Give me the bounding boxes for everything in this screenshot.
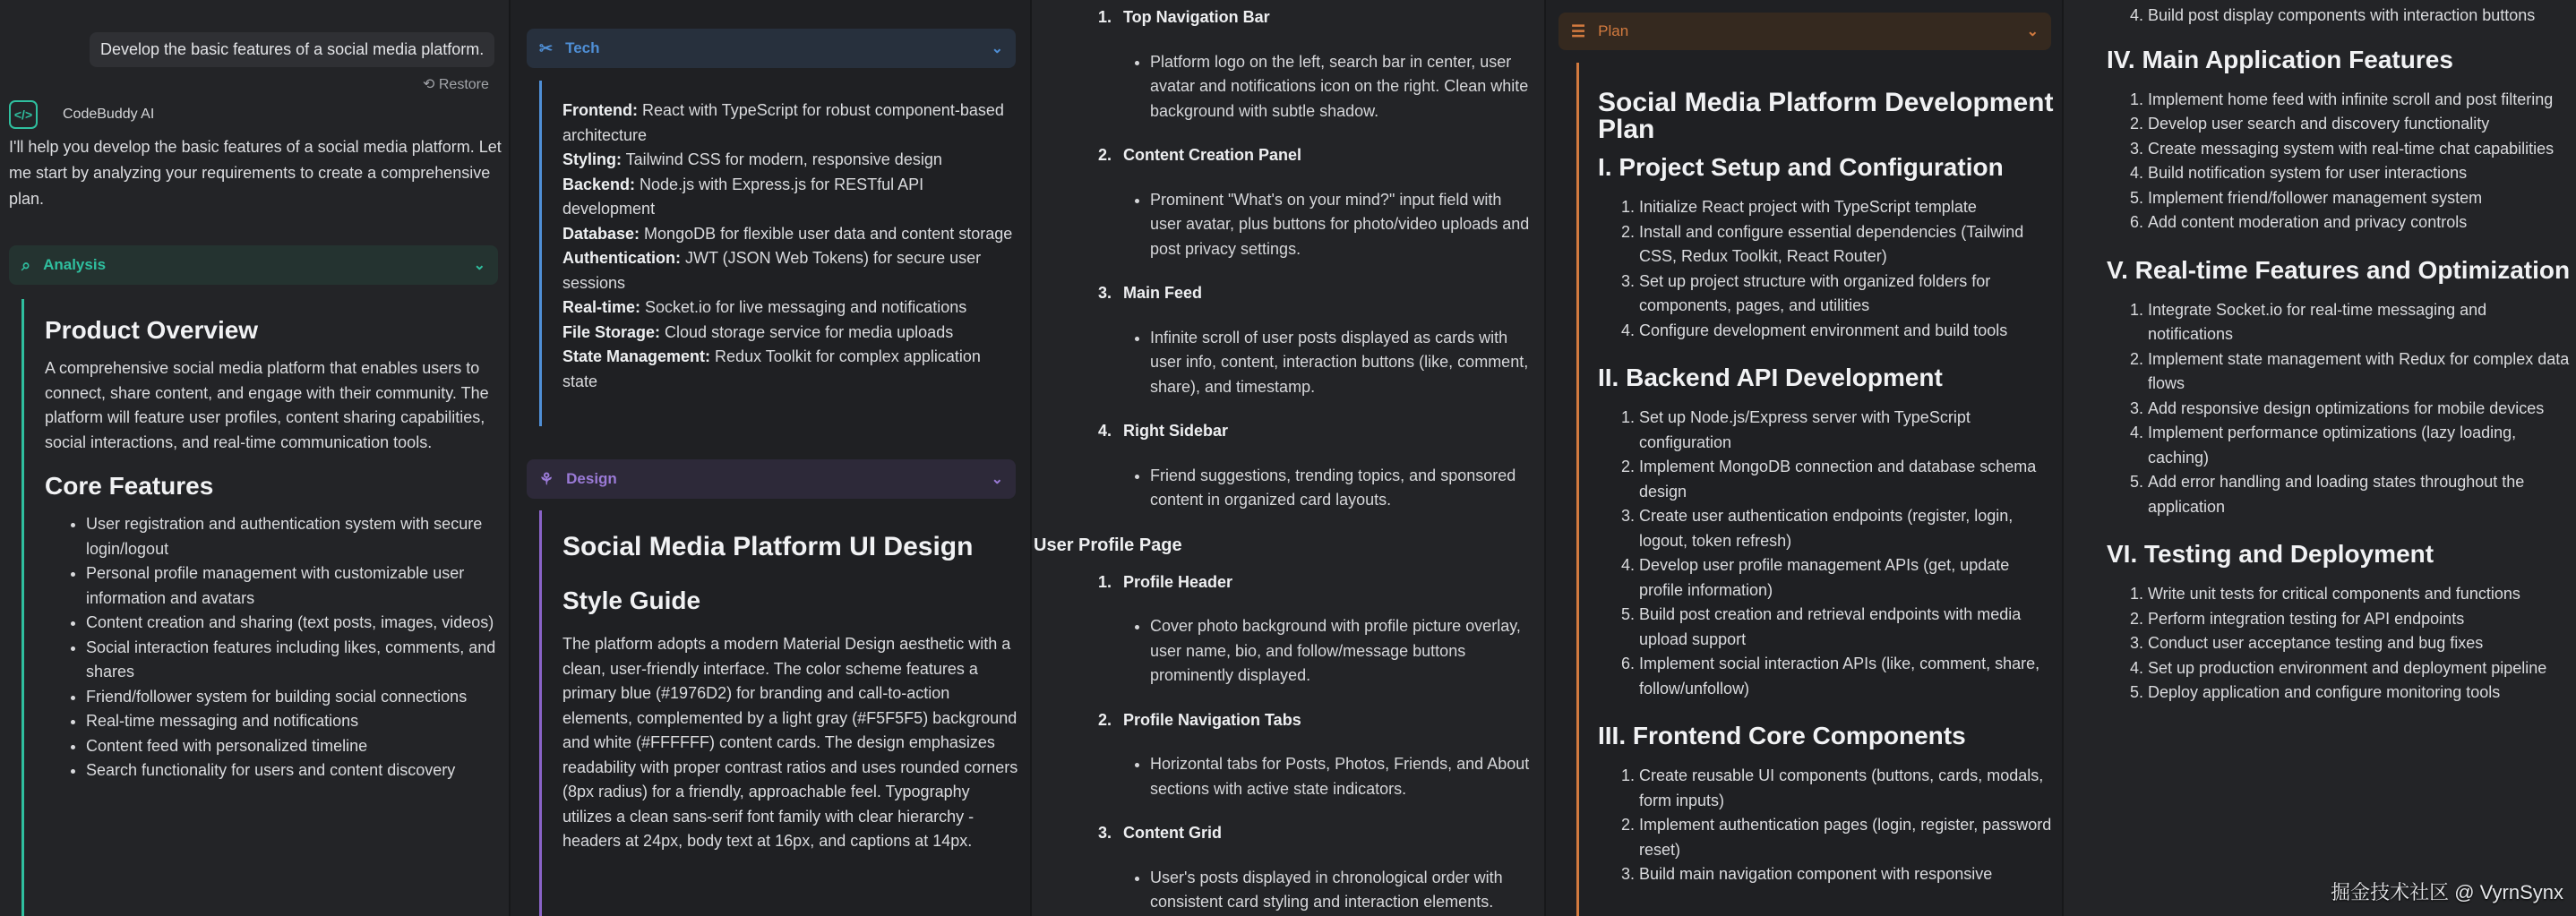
restore-button[interactable] [423,75,489,93]
layout-section [1116,570,1532,689]
list-item: 4. Implement performance optimizations (lazy loading, caching) [2148,421,2576,470]
list-item: 3. Add responsive design optimizations for mobile devices [2148,397,2576,422]
feature-item: • Content feed with personalized timeline [86,734,502,759]
tech-accent-line [539,81,542,426]
layout-section-title: Right Sidebar [1123,422,1229,440]
list-item: 2. Perform integration testing for API endpoints [2148,607,2576,632]
list-item: 1. Implement home feed with infinite scroll and post filtering [2148,88,2576,113]
plan-section-items [1598,764,2055,887]
plan-section-title: V. Real-time Features and Optimization [2107,255,2571,284]
layout-section [1116,143,1532,261]
chat-panel [0,0,511,916]
tech-item-key: Styling: [562,150,622,168]
layout-section [1116,419,1532,513]
tech-item-value: Redux Toolkit for complex application state [562,347,981,390]
layout-section-title: Top Navigation Bar [1123,8,1270,26]
layout-section-desc: • User's posts displayed in chronological order with consistent card styling and interaction elements. [1150,866,1532,915]
list-item: 3. Create user authentication endpoints (register, login, logout, token refresh) [1639,504,2055,553]
list-item: 5. Build post creation and retrieval endpoints with media upload support [1639,603,2055,652]
plan-sections [1598,152,2055,887]
plan-section-title: IV. Main Application Features [2107,45,2453,73]
chevron-down-icon: ⌄ [991,41,1003,56]
plan-continued-content [2107,4,2576,706]
analysis-accent-line [21,299,24,916]
tech-item-key: State Management: [562,347,711,365]
tech-item-value: MongoDB for flexible user data and content storage [640,224,1013,243]
chevron-down-icon: ⌄ [473,258,485,273]
layout-section-desc-list [1123,614,1532,689]
analysis-content [45,308,502,783]
plan-section-items [2107,298,2576,520]
tech-item-key: Authentication: [562,249,681,267]
feature-item: • User registration and authentication system with secure login/logout [86,512,502,561]
codebuddy-logo-icon: </> [9,100,38,129]
plan-accent-line [1576,63,1579,916]
user-message: Develop the basic features of a social media platform. [90,32,494,67]
tech-item-value: Node.js with Express.js for RESTful API development [562,175,924,218]
chevron-down-icon: ⌄ [2026,24,2039,39]
core-features-title: Core Features [45,472,214,500]
tech-item [562,148,1019,173]
plan-continued-panel [2064,0,2576,916]
design-content [562,521,1019,861]
plan-section-title: I. Project Setup and Configuration [1598,153,2004,181]
design-label: Design [566,470,617,487]
tech-item [562,321,1019,346]
layout-section [1116,5,1532,124]
frontend-components-continued [2107,4,2576,29]
plan-section-items [1598,406,2055,701]
list-item: 4. Set up production environment and deployment pipeline [2148,656,2576,681]
design-title: Social Media Platform UI Design [562,532,974,561]
palette-icon: ⚘ [539,469,554,488]
feature-item: • Personal profile management with customizable user information and avatars [86,561,502,611]
plan-section-title: VI. Testing and Deployment [2107,540,2434,568]
tech-item [562,246,1019,295]
core-features-list [45,512,502,783]
list-item: 2. Implement state management with Redux for complex data flows [2148,347,2576,397]
list-item: 1. Create reusable UI components (buttons, cards, modals, form inputs) [1639,764,2055,813]
tech-label: Tech [565,39,600,56]
list-item: 3. Conduct user acceptance testing and bug fixes [2148,631,2576,656]
watermark: 掘金技术社区 @ VyrnSynx [2331,881,2563,903]
feature-item: • Real-time messaging and notifications [86,709,502,734]
list-item: 5. Add error handling and loading states throughout the application [2148,470,2576,519]
tech-item [562,295,1019,321]
layout-section-desc-list [1123,752,1532,801]
list-item: 1. Write unit tests for critical components and functions [2148,582,2576,607]
layout-section-title: Main Feed [1123,284,1203,302]
layout-section [1116,281,1532,399]
list-item: 5. Deploy application and configure monitoring tools [2148,681,2576,706]
tech-item-value: React with TypeScript for robust component-based architecture [562,101,1004,144]
design-accent-line [539,510,542,916]
design-continued-panel [1032,0,1546,916]
layout-section-desc: • Platform logo on the left, search bar in center, user avatar and notifications icon on the right. Clean white background with subtle shadow. [1150,50,1532,124]
profile-sections-list [1075,570,1532,915]
tech-list [562,98,1019,394]
search-icon: ⌕ [21,255,31,274]
tech-item-value: JWT (JSON Web Tokens) for secure user sessions [562,249,982,292]
design-layout-content [1034,5,1532,916]
list-item: 6. Implement social interaction APIs (like, comment, share, follow/unfollow) [1639,652,2055,701]
list-item: 2. Develop user search and discovery functionality [2148,112,2576,137]
bot-header [9,100,154,129]
plan-section-title: II. Backend API Development [1598,364,1943,391]
bot-name: CodeBuddy AI [63,107,155,122]
layout-section [1116,821,1532,915]
list-item: 3. Build main navigation component with responsive [1639,862,2055,887]
tech-item-key: Frontend: [562,101,638,119]
style-guide-text: The platform adopts a modern Material Design aesthetic with a clean, user-friendly interface. The color scheme features a primary blue (#1976D2) for branding and call-to-action elements, complemented by a light gray (#F5F5F5) background and white (#FFFFFF) content cards. The design emphasizes readability with proper contrast ratios and uses rounded corners (8px radius) for a friendly, approachable feel. Typography utilizes a clean sans-serif font family with clear hierarchy - headers at 24px, body text at 16px, and captions at 14px. [562,635,1018,850]
tech-item [562,345,1019,394]
plan-title: Social Media Platform Development Plan [1598,88,2054,144]
layout-section [1116,708,1532,802]
tech-section-header[interactable] [527,29,1016,68]
list-item: 1. Initialize React project with TypeScript template [1639,195,2055,220]
layout-section-desc: • Cover photo background with profile picture overlay, user name, bio, and follow/message buttons prominently displayed. [1150,614,1532,689]
list-item: 3. Set up project structure with organized folders for components, pages, and utilities [1639,270,2055,319]
layout-section-title: Profile Header [1123,572,1233,591]
plan-content [1598,77,2055,887]
list-item: 2. Implement authentication pages (login, register, password reset) [1639,813,2055,862]
layout-section-title: Profile Navigation Tabs [1123,710,1301,729]
layout-section-desc: • Friend suggestions, trending topics, and sponsored content in organized card layouts. [1150,464,1532,513]
tech-item [562,222,1019,247]
list-item: 4. Develop user profile management APIs (get, update profile information) [1639,553,2055,603]
feature-item: • Social interaction features including likes, comments, and shares [86,636,502,685]
tech-design-panel [511,0,1032,916]
analysis-label: Analysis [43,256,107,273]
product-overview-text: A comprehensive social media platform that enables users to connect, share content, and engage with their community. The platform will feature user profiles, content sharing capabilities, social interactions, and real-time communication tools. [45,359,489,451]
layout-section-desc: • Infinite scroll of user posts displayed as cards with user info, content, interaction buttons (like, comment, share), and timestamp. [1150,326,1532,400]
layout-section-title: Content Grid [1123,824,1222,842]
list-item: 1. Integrate Socket.io for real-time messaging and notifications [2148,298,2576,347]
list-item: 4. Build notification system for user interactions [2148,161,2576,186]
chevron-down-icon: ⌄ [991,472,1003,487]
tech-item-value: Socket.io for live messaging and notifications [640,298,967,316]
list-item: 4. Configure development environment and build tools [1639,319,2055,344]
design-section-header[interactable] [527,459,1016,499]
plan-section-items [1598,195,2055,343]
home-sections-list [1075,5,1532,513]
tech-item [562,98,1019,148]
list-item: 2. Install and configure essential dependencies (Tailwind CSS, Redux Toolkit, React Router) [1639,220,2055,270]
layout-section-desc: • Prominent "What's on your mind?" input field with user avatar, plus buttons for photo/video uploads and post privacy settings. [1150,188,1532,262]
restore-label: Restore [438,77,489,92]
plan-section-header[interactable] [1558,13,2051,50]
tech-item-key: Backend: [562,175,636,193]
tools-icon: ✂ [539,39,554,57]
plan-panel [1546,0,2064,916]
style-guide-title: Style Guide [562,586,701,614]
tech-item [562,173,1019,222]
restore-icon: ⟲ [423,77,435,92]
list-item: 4. Build post display components with interaction buttons [2148,4,2576,29]
layout-section-desc-list [1123,50,1532,124]
list-item: 6. Add content moderation and privacy controls [2148,210,2576,235]
feature-item: • Search functionality for users and content discovery [86,758,502,783]
list-item: 2. Implement MongoDB connection and database schema design [1639,455,2055,504]
feature-item: • Content creation and sharing (text posts, images, videos) [86,611,502,636]
layout-section-desc: • Horizontal tabs for Posts, Photos, Friends, and About sections with active state indicators. [1150,752,1532,801]
tech-content [562,98,1019,394]
plan-section-title: III. Frontend Core Components [1598,722,1966,749]
layout-section-desc-list [1123,866,1532,915]
analysis-section-header[interactable] [9,245,498,285]
plan-section-items [2107,582,2576,706]
layout-section-desc-list [1123,188,1532,262]
plan-section-items [2107,88,2576,235]
plan-sections [2107,45,2576,706]
list-item: 5. Implement friend/follower management system [2148,186,2576,211]
tech-item-key: File Storage: [562,322,661,341]
tech-item-key: Real-time: [562,298,641,316]
list-item: 3. Create messaging system with real-time chat capabilities [2148,137,2576,162]
list-icon: ☰ [1571,21,1586,40]
tech-item-value: Cloud storage service for media uploads [660,322,954,341]
list-item: 1. Set up Node.js/Express server with TypeScript configuration [1639,406,2055,455]
plan-label: Plan [1598,22,1629,39]
bot-intro: I'll help you develop the basic features of a social media platform. Let me start by analyzing your requirements to create a comprehensive plan. [9,138,502,208]
product-overview-title: Product Overview [45,316,259,344]
profile-page-title: User Profile Page [1034,535,1182,555]
feature-item: • Friend/follower system for building social connections [86,685,502,710]
tech-item-key: Database: [562,224,640,243]
layout-section-title: Content Creation Panel [1123,146,1302,164]
layout-section-desc-list [1123,326,1532,400]
tech-item-value: Tailwind CSS for modern, responsive design [622,150,942,168]
layout-section-desc-list [1123,464,1532,513]
